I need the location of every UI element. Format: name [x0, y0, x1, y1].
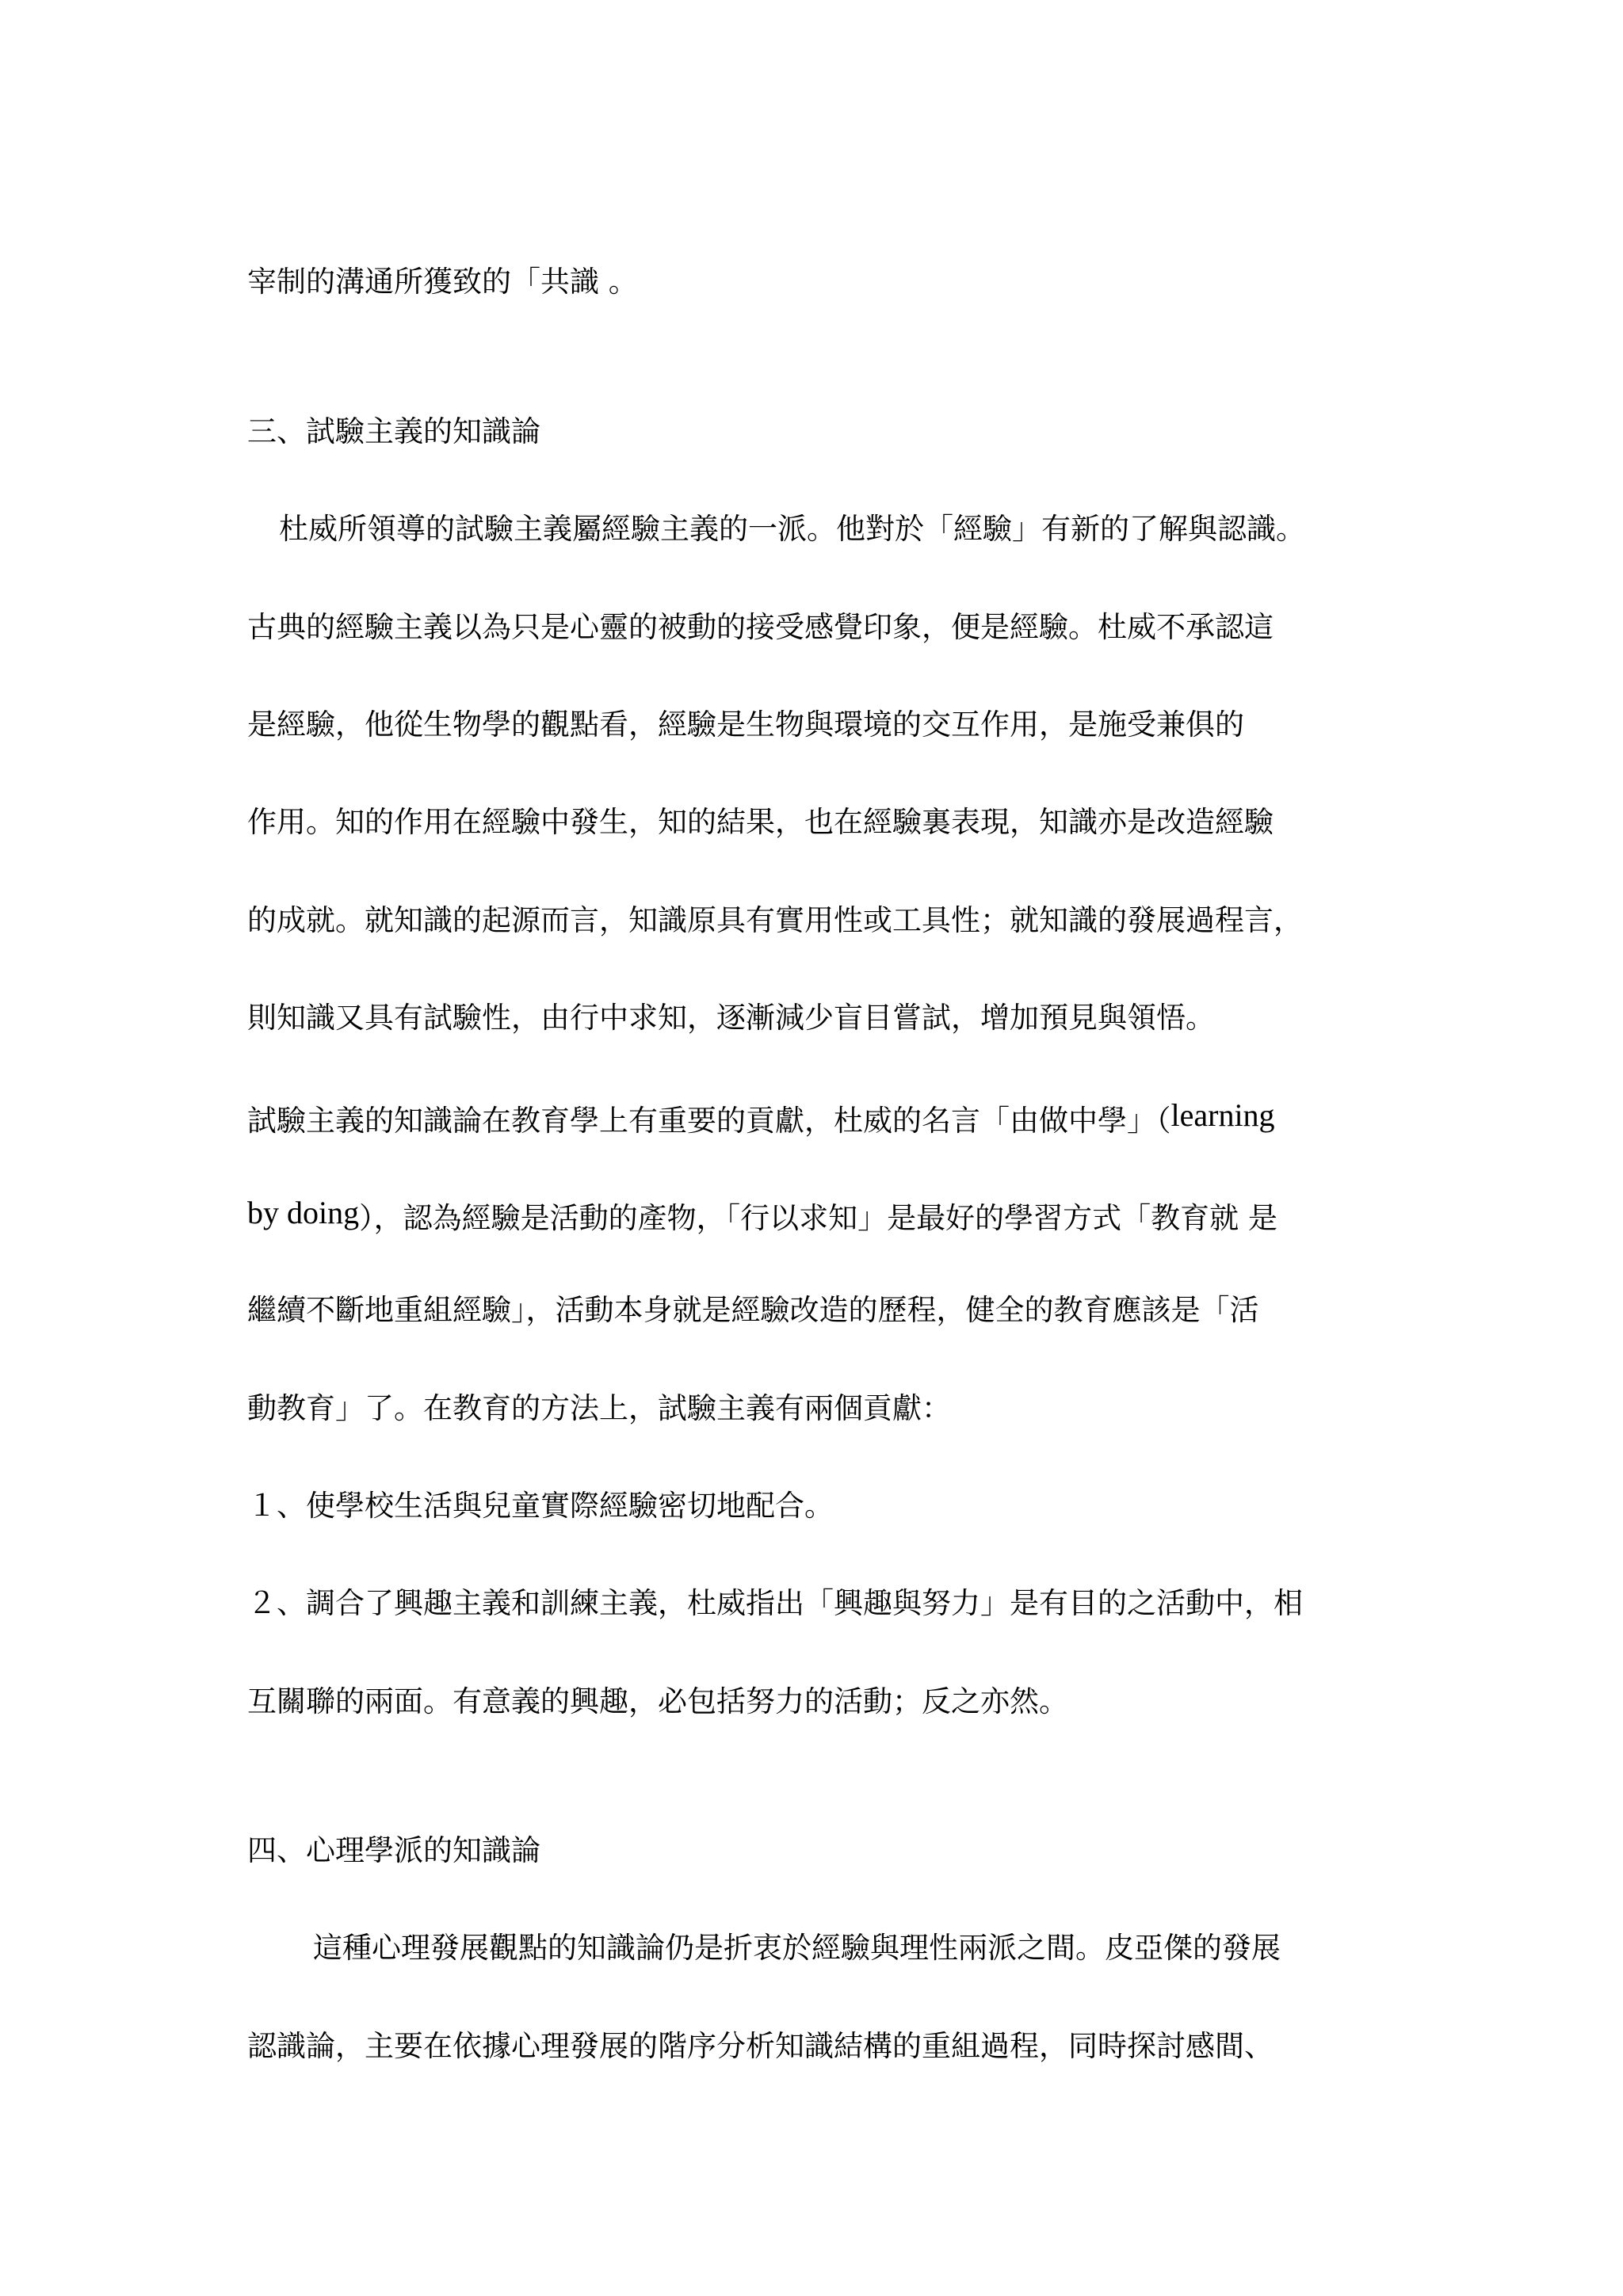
text-line-5: 是經驗，他從生物學的觀點看，經驗是生物與環境的交互作用，是施受兼俱的 — [247, 707, 1244, 742]
text-line-7: 的成就。就知識的起源而言，知識原具有實用性或工具性；就知識的發展過程言， — [247, 903, 1303, 937]
section-heading-3: 三、試驗主義的知識論 — [247, 414, 540, 448]
text-line-8: 則知識又具有試驗性，由行中求知，逐漸減少盲目嘗試，增加預見與領悟。 — [247, 1001, 1215, 1035]
text-line-10-latin: by doing — [247, 1195, 360, 1230]
text-line-3: 杜威所領導的試驗主義屬經驗主義的一派。他對於「經驗」有新的了解與認識。 — [279, 512, 1305, 546]
text-line-19: 認識論，主要在依據心理發展的階序分析知識結構的重組過程，同時探討感間、 — [247, 2029, 1274, 2063]
text-line-10-cjk: ），認為經驗是活動的產物，「行以求知」是最好的學習方式「教育就 是 — [359, 1201, 1277, 1235]
list-item-1: １、使學校生活與兒童實際經驗密切地配合。 — [247, 1489, 834, 1523]
list-item-2: ２、調合了興趣主義和訓練主義，杜威指出「興趣與努力」是有目的之活動中，相 — [247, 1586, 1303, 1620]
text-line-12: 動教育」了。在教育的方法上，試驗主義有兩個貢獻： — [247, 1391, 951, 1425]
section-heading-4: 四、心理學派的知識論 — [247, 1833, 540, 1867]
text-line-10 — [247, 1196, 1404, 1236]
text-line-18: 這種心理發展觀點的知識論仍是折衷於經驗與理性兩派之間。皮亞傑的發展 — [313, 1931, 1281, 1965]
text-line-11: 繼續不斷地重組經驗」，活動本身就是經驗改造的歷程，健全的教育應該是「活 — [247, 1293, 1259, 1327]
text-line-9-cjk: 試驗主義的知識論在教育學上有重要的貢獻，杜威的名言「由做中學」（ — [247, 1104, 1171, 1138]
list-item-2-continuation: 互關聯的兩面。有意義的興趣，必包括努力的活動；反之亦然。 — [247, 1684, 1068, 1718]
text-line-9 — [247, 1098, 1404, 1138]
text-line-6: 作用。知的作用在經驗中發生，知的結果，也在經驗裏表現，知識亦是改造經驗 — [247, 805, 1274, 839]
text-line-1: 宰制的溝通所獲致的「共識 。 — [247, 265, 638, 299]
text-line-9-latin: learning — [1170, 1097, 1275, 1133]
text-line-4: 古典的經驗主義以為只是心靈的被動的接受感覺印象，便是經驗。杜威不承認這 — [247, 610, 1274, 644]
